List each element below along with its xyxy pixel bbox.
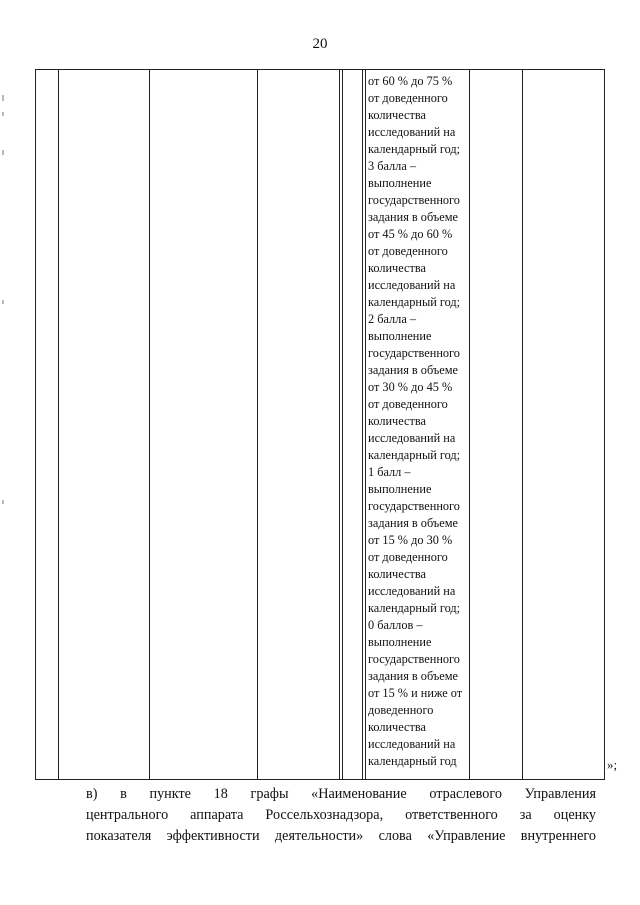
- paragraph-line-1: в) в пункте 18 графы «Наименование отраслевого Управления: [86, 786, 596, 802]
- column-divider: [522, 70, 523, 779]
- paragraph-line-3: показателя эффективности деятельности» слова «Управление внутреннего: [86, 828, 596, 844]
- margin-mark: [2, 95, 4, 101]
- column-divider: [257, 70, 258, 779]
- criteria-table: [35, 69, 605, 780]
- paragraph-line-2: центрального аппарата Россельхознадзора, ответственного за оценку: [86, 807, 596, 823]
- column-divider: [362, 70, 366, 779]
- column-divider: [339, 70, 343, 779]
- page-number: 20: [312, 36, 328, 52]
- column-divider: [149, 70, 150, 779]
- margin-mark: [2, 500, 4, 504]
- column-divider: [469, 70, 470, 779]
- closing-quote: »;: [607, 757, 618, 772]
- margin-mark: [2, 150, 4, 155]
- column-divider: [58, 70, 59, 779]
- margin-mark: [2, 112, 4, 116]
- margin-mark: [2, 300, 4, 304]
- score-criteria-cell: от 60 % до 75 % от доведенного количества исследований на календарный год; 3 балла – выполнение государственного задания в объеме от 45 % до 60 % от доведенного количества исследований на календарный год; 2 балла – выполнение государственного задания в объеме от 30 % до 45 % от доведенного количества исследований на календарный год; 1 балл – выполнение государственного задания в объеме от 15 % до 30 % от доведенного количества исследований на календарный год; 0 баллов – выполнение государственного задания в объеме от 15 % и ниже от доведенного количества исследований на календарный год: [368, 74, 463, 768]
